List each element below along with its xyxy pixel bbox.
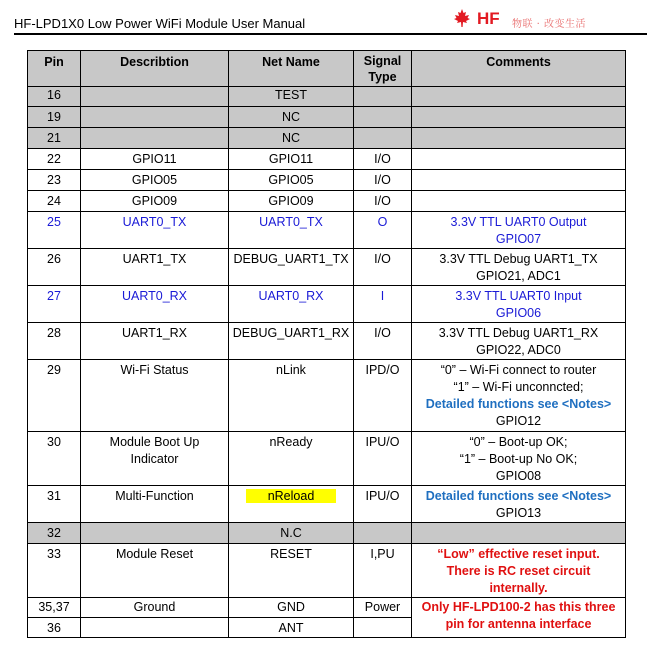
table-header-row xyxy=(28,51,626,87)
comment-cell xyxy=(412,128,626,149)
comment-cell xyxy=(412,323,626,360)
comment-line: GPIO08 xyxy=(495,469,542,483)
desc-cell: UART0_TX xyxy=(81,212,229,249)
comment-line: “0” – Boot-up OK; xyxy=(469,435,568,449)
net-cell: nLink xyxy=(229,360,354,432)
table-row xyxy=(28,323,626,360)
comment-line: Only HF-LPD100-2 has this three xyxy=(421,600,616,614)
maple-leaf-icon xyxy=(452,8,472,28)
table-row xyxy=(28,432,626,486)
comment-cell xyxy=(412,523,626,544)
comment-cell xyxy=(412,286,626,323)
net-cell: GPIO05 xyxy=(229,170,354,191)
sig-cell: I/O xyxy=(354,323,412,360)
comment-line: GPIO07 xyxy=(495,232,542,246)
net-cell: N.C xyxy=(229,523,354,544)
comment-line: pin for antenna interface xyxy=(445,617,592,631)
comment-cell xyxy=(412,598,626,638)
comment-line: 3.3V TTL UART0 Input xyxy=(455,289,582,303)
desc-cell: UART0_RX xyxy=(81,286,229,323)
pin-cell: 25 xyxy=(28,212,81,249)
sig-cell: I,PU xyxy=(354,544,412,598)
net-cell: nReady xyxy=(229,432,354,486)
comment-cell xyxy=(412,149,626,170)
comment-line: GPIO06 xyxy=(495,306,542,320)
table-row xyxy=(28,191,626,212)
table-row xyxy=(28,286,626,323)
desc-cell xyxy=(81,87,229,107)
sig-cell xyxy=(354,128,412,149)
table-row xyxy=(28,523,626,544)
desc-cell: GPIO05 xyxy=(81,170,229,191)
pin-cell: 36 xyxy=(28,618,81,638)
comment-line: “1” – Boot-up No OK; xyxy=(459,452,578,466)
col-header-net-name: Net Name xyxy=(229,51,354,87)
table-row xyxy=(28,87,626,107)
comment-line: 3.3V TTL Debug UART1_TX xyxy=(439,252,598,266)
comment-cell xyxy=(412,107,626,128)
comment-cell xyxy=(412,249,626,286)
net-cell: NC xyxy=(229,107,354,128)
table-row xyxy=(28,249,626,286)
table-row xyxy=(28,486,626,523)
logo-text: HF xyxy=(477,9,500,28)
comment-cell xyxy=(412,432,626,486)
sig-cell: IPU/O xyxy=(354,432,412,486)
table-row xyxy=(28,360,626,432)
desc-cell xyxy=(81,128,229,149)
logo-tagline: 物联 · 改变生活 xyxy=(512,19,587,30)
col-header-signal-type: Signal Type xyxy=(354,51,412,87)
pin-cell: 31 xyxy=(28,486,81,523)
comment-line: 3.3V TTL Debug UART1_RX xyxy=(438,326,599,340)
pin-cell: 19 xyxy=(28,107,81,128)
net-cell: UART0_TX xyxy=(229,212,354,249)
desc-cell: Multi-Function xyxy=(81,486,229,523)
sig-cell xyxy=(354,523,412,544)
table-row xyxy=(28,107,626,128)
comment-line: “1” – Wi-Fi unconncted; xyxy=(453,380,584,394)
net-cell: RESET xyxy=(229,544,354,598)
desc-cell: UART1_TX xyxy=(81,249,229,286)
net-cell xyxy=(229,486,354,523)
col-header-comments: Comments xyxy=(412,51,626,87)
comment-line: 3.3V TTL UART0 Output xyxy=(450,215,587,229)
sig-cell xyxy=(354,107,412,128)
comment-line: “0” – Wi-Fi connect to router xyxy=(440,363,597,377)
notes-link: Detailed functions see <Notes> xyxy=(425,489,612,503)
sig-cell xyxy=(354,87,412,107)
pin-cell: 28 xyxy=(28,323,81,360)
pin-table xyxy=(27,50,626,638)
net-cell: UART0_RX xyxy=(229,286,354,323)
table-row xyxy=(28,170,626,191)
pin-cell: 35,37 xyxy=(28,598,81,618)
notes-link: Detailed functions see <Notes> xyxy=(425,397,612,411)
sig-cell: O xyxy=(354,212,412,249)
sig-cell: I/O xyxy=(354,170,412,191)
pin-cell: 27 xyxy=(28,286,81,323)
pin-cell: 30 xyxy=(28,432,81,486)
pin-cell: 24 xyxy=(28,191,81,212)
desc-cell: UART1_RX xyxy=(81,323,229,360)
pin-cell: 26 xyxy=(28,249,81,286)
header-rule xyxy=(14,33,647,35)
pin-cell: 33 xyxy=(28,544,81,598)
comment-line: GPIO13 xyxy=(495,506,542,520)
net-cell: ANT xyxy=(229,618,354,638)
sig-cell: I/O xyxy=(354,191,412,212)
net-cell: DEBUG_UART1_TX xyxy=(229,249,354,286)
comment-line: “Low” effective reset input. xyxy=(437,547,600,561)
pin-cell: 29 xyxy=(28,360,81,432)
pin-cell: 22 xyxy=(28,149,81,170)
pin-cell: 21 xyxy=(28,128,81,149)
table-row xyxy=(28,212,626,249)
net-cell: GND xyxy=(229,598,354,618)
col-header-pin: Pin xyxy=(28,51,81,87)
comment-cell xyxy=(412,87,626,107)
pin-cell: 16 xyxy=(28,87,81,107)
desc-cell: GPIO09 xyxy=(81,191,229,212)
col-header-description: Describtion xyxy=(81,51,229,87)
net-cell: DEBUG_UART1_RX xyxy=(229,323,354,360)
comment-cell xyxy=(412,191,626,212)
table-row xyxy=(28,149,626,170)
comment-line: There is RC reset circuit xyxy=(446,564,591,578)
sig-cell: I xyxy=(354,286,412,323)
desc-cell: GPIO11 xyxy=(81,149,229,170)
comment-cell xyxy=(412,544,626,598)
comment-cell xyxy=(412,170,626,191)
comment-line: GPIO21, ADC1 xyxy=(476,269,561,283)
pin-cell: 23 xyxy=(28,170,81,191)
net-cell: GPIO09 xyxy=(229,191,354,212)
pin-cell: 32 xyxy=(28,523,81,544)
desc-cell: Module Reset xyxy=(81,544,229,598)
table-row xyxy=(28,544,626,598)
desc-cell: Wi-Fi Status xyxy=(81,360,229,432)
desc-cell xyxy=(81,107,229,128)
comment-cell xyxy=(412,212,626,249)
desc-cell xyxy=(81,618,229,638)
table-row xyxy=(28,598,626,618)
sig-cell: Power xyxy=(354,598,412,618)
document-header-title: HF-LPD1X0 Low Power WiFi Module User Manual xyxy=(14,16,306,31)
net-cell: GPIO11 xyxy=(229,149,354,170)
sig-cell: I/O xyxy=(354,149,412,170)
desc-cell: Ground xyxy=(81,598,229,618)
highlighted-net-name: nReload xyxy=(246,489,337,503)
comment-line: internally. xyxy=(489,581,548,595)
net-cell: NC xyxy=(229,128,354,149)
comment-line: GPIO12 xyxy=(495,414,542,428)
table-row xyxy=(28,128,626,149)
desc-cell: Module Boot Up Indicator xyxy=(81,432,229,486)
sig-cell: I/O xyxy=(354,249,412,286)
desc-cell xyxy=(81,523,229,544)
sig-cell xyxy=(354,618,412,638)
sig-cell: IPD/O xyxy=(354,360,412,432)
net-cell: TEST xyxy=(229,87,354,107)
comment-line: GPIO22, ADC0 xyxy=(476,343,561,357)
sig-cell: IPU/O xyxy=(354,486,412,523)
hf-logo xyxy=(452,6,602,32)
comment-cell xyxy=(412,360,626,432)
comment-cell xyxy=(412,486,626,523)
